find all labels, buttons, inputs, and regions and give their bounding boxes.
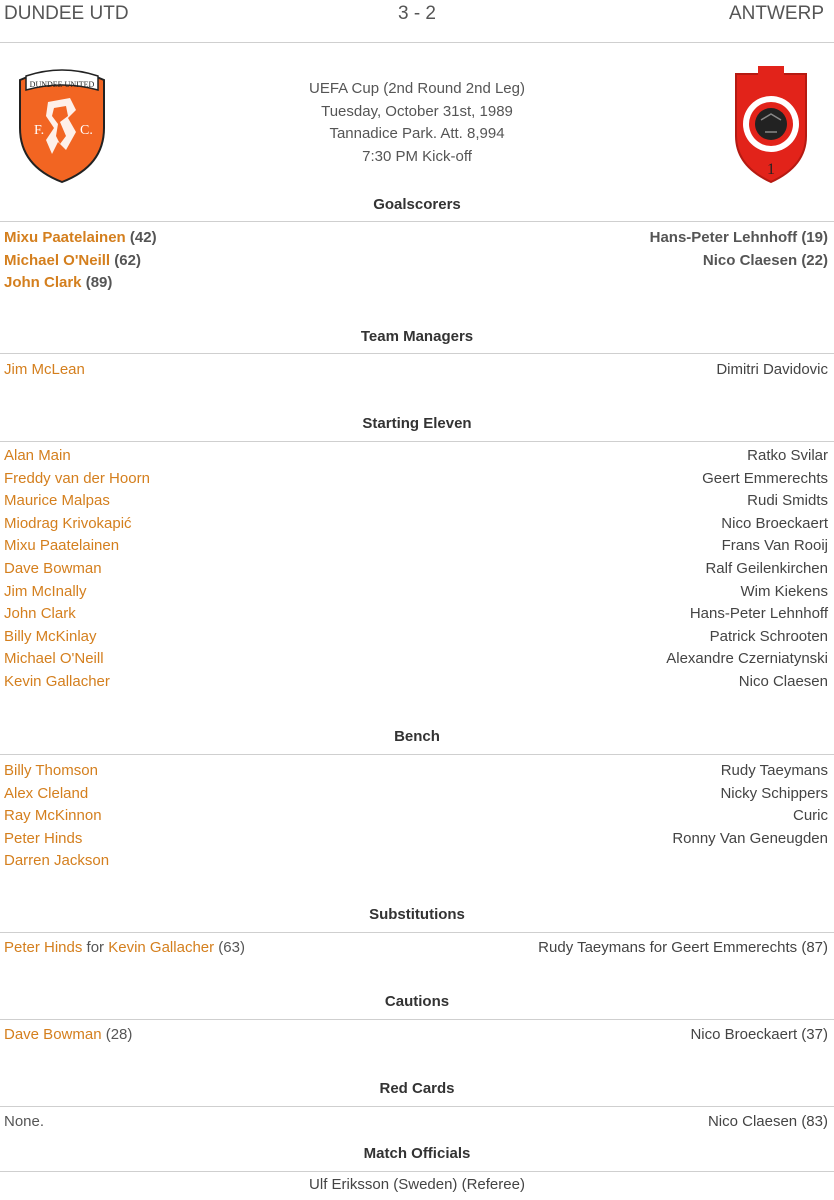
player-link[interactable]: Ray McKinnon [4, 807, 102, 825]
manager-link[interactable]: Jim McLean [4, 361, 85, 378]
player-link[interactable]: John Clark [4, 274, 82, 292]
home-manager [4, 359, 404, 382]
player-name: Nicky Schippers [720, 784, 828, 802]
caution-text: Nico Broeckaert (37) [690, 1026, 828, 1043]
section-title-cautions: Cautions [384, 993, 450, 1010]
home-team-name: DUNDEE UTD [4, 3, 129, 24]
divider [0, 932, 834, 933]
venue-attendance: Tannadice Park. Att. 8,994 [329, 125, 505, 142]
home-starting-eleven [4, 445, 404, 694]
away-goal [408, 227, 828, 250]
section-title-substitutions: Substitutions [369, 906, 465, 923]
player-link[interactable]: Miodrag Krivokapić [4, 514, 132, 532]
svg-text:F.: F. [34, 123, 45, 138]
goal-minute: (22) [801, 251, 828, 269]
player-link[interactable]: Maurice Malpas [4, 492, 110, 510]
match-info [0, 78, 834, 168]
player-link[interactable]: Darren Jackson [4, 852, 110, 870]
player-link[interactable]: Kevin Gallacher [4, 672, 110, 690]
divider [0, 1106, 834, 1107]
player-link[interactable]: Mixu Paatelainen [4, 537, 120, 555]
home-goal [4, 250, 404, 273]
away-cautions [408, 1024, 828, 1047]
section-title-bench: Bench [394, 728, 440, 745]
player-link[interactable]: Peter Hinds [4, 829, 83, 847]
player-name: Frans Van Rooij [721, 537, 828, 555]
kickoff-time: 7:30 PM Kick-off [362, 147, 472, 165]
section-title-starting-eleven: Starting Eleven [362, 415, 472, 432]
away-goal [408, 250, 828, 273]
goal-minute: (19) [801, 229, 828, 246]
caution-minute: (28) [105, 1026, 133, 1043]
divider [0, 441, 834, 442]
player-link[interactable]: Alex Cleland [4, 784, 89, 802]
player-link[interactable]: Dave Bowman [4, 1026, 102, 1043]
away-goalscorers [408, 227, 828, 272]
player-name: Geert Emmerechts [702, 469, 828, 487]
away-bench [408, 760, 828, 850]
player-link[interactable]: Michael O'Neill [4, 251, 111, 269]
player-name: Hans-Peter Lehnhoff [649, 229, 798, 246]
section-title-red-cards: Red Cards [379, 1080, 455, 1097]
red-card-text: Nico Claesen (83) [707, 1113, 828, 1130]
home-goal [4, 272, 404, 295]
player-link[interactable]: John Clark [4, 605, 76, 623]
antwerp-crest-icon [732, 66, 810, 184]
away-manager [408, 359, 828, 382]
svg-text:1: 1 [767, 161, 775, 178]
divider [0, 353, 834, 354]
goal-minute: (42) [129, 229, 157, 246]
player-name: Hans-Peter Lehnhoff [689, 605, 828, 623]
player-link[interactable]: Billy Thomson [4, 762, 98, 779]
player-link[interactable]: Billy McKinlay [4, 627, 97, 645]
sub-minute: (63) [218, 939, 245, 956]
player-name: Curic [792, 807, 828, 825]
home-red-cards [4, 1111, 404, 1134]
home-bench [4, 760, 404, 873]
manager-name: Dimitri Davidovic [716, 361, 828, 378]
svg-text:C.: C. [80, 123, 93, 138]
player-name: Ronny Van Geneugden [672, 829, 828, 847]
sub-joiner: for [86, 939, 105, 956]
match-date: Tuesday, October 31st, 1989 [321, 102, 513, 120]
divider [0, 221, 834, 222]
away-starting-eleven [408, 445, 828, 694]
divider [0, 1171, 834, 1172]
red-card-text: None. [4, 1113, 45, 1130]
player-name: Rudy Taeymans [720, 762, 828, 779]
player-link[interactable]: Freddy van der Hoorn [4, 469, 150, 487]
divider [0, 1019, 834, 1020]
player-name: Patrick Schrooten [709, 627, 828, 645]
player-name: Rudi Smidts [747, 492, 828, 510]
goal-minute: (89) [85, 274, 113, 292]
match-score: 3 - 2 [397, 3, 437, 24]
goal-minute: (62) [114, 251, 141, 269]
player-name: Nico Claesen [702, 251, 798, 269]
svg-text:DUNDEE UNITED: DUNDEE UNITED [29, 80, 95, 89]
home-goal [4, 227, 404, 250]
player-name: Ratko Svilar [747, 447, 828, 464]
away-red-cards [408, 1111, 828, 1134]
player-link[interactable]: Peter Hinds [4, 939, 83, 956]
player-name: Ralf Geilenkirchen [705, 559, 828, 577]
player-name: Alexandre Czerniatynski [666, 650, 828, 668]
match-header-bar [0, 0, 834, 43]
sub-text: Rudy Taeymans for Geert Emmerechts (87) [538, 939, 828, 956]
player-name: Wim Kiekens [740, 582, 828, 600]
player-link[interactable]: Dave Bowman [4, 559, 102, 577]
away-substitution [408, 937, 828, 960]
player-name: Nico Broeckaert [721, 514, 828, 532]
section-title-managers: Team Managers [360, 328, 474, 345]
home-substitution [4, 937, 404, 960]
section-title-goalscorers: Goalscorers [373, 196, 461, 213]
player-link[interactable]: Mixu Paatelainen [4, 229, 126, 246]
competition: UEFA Cup (2nd Round 2nd Leg) [309, 80, 525, 97]
player-link[interactable]: Kevin Gallacher [108, 939, 215, 956]
home-cautions [4, 1024, 404, 1047]
divider [0, 754, 834, 755]
player-link[interactable]: Alan Main [4, 447, 71, 464]
player-name: Nico Claesen [738, 672, 828, 690]
player-link[interactable]: Michael O'Neill [4, 650, 104, 668]
away-team-name: ANTWERP [729, 3, 824, 24]
section-title-officials: Match Officials [363, 1145, 471, 1162]
home-goalscorers [4, 227, 404, 295]
referee: Ulf Eriksson (Sweden) (Referee) [309, 1176, 525, 1193]
player-link[interactable]: Jim McInally [4, 582, 87, 600]
